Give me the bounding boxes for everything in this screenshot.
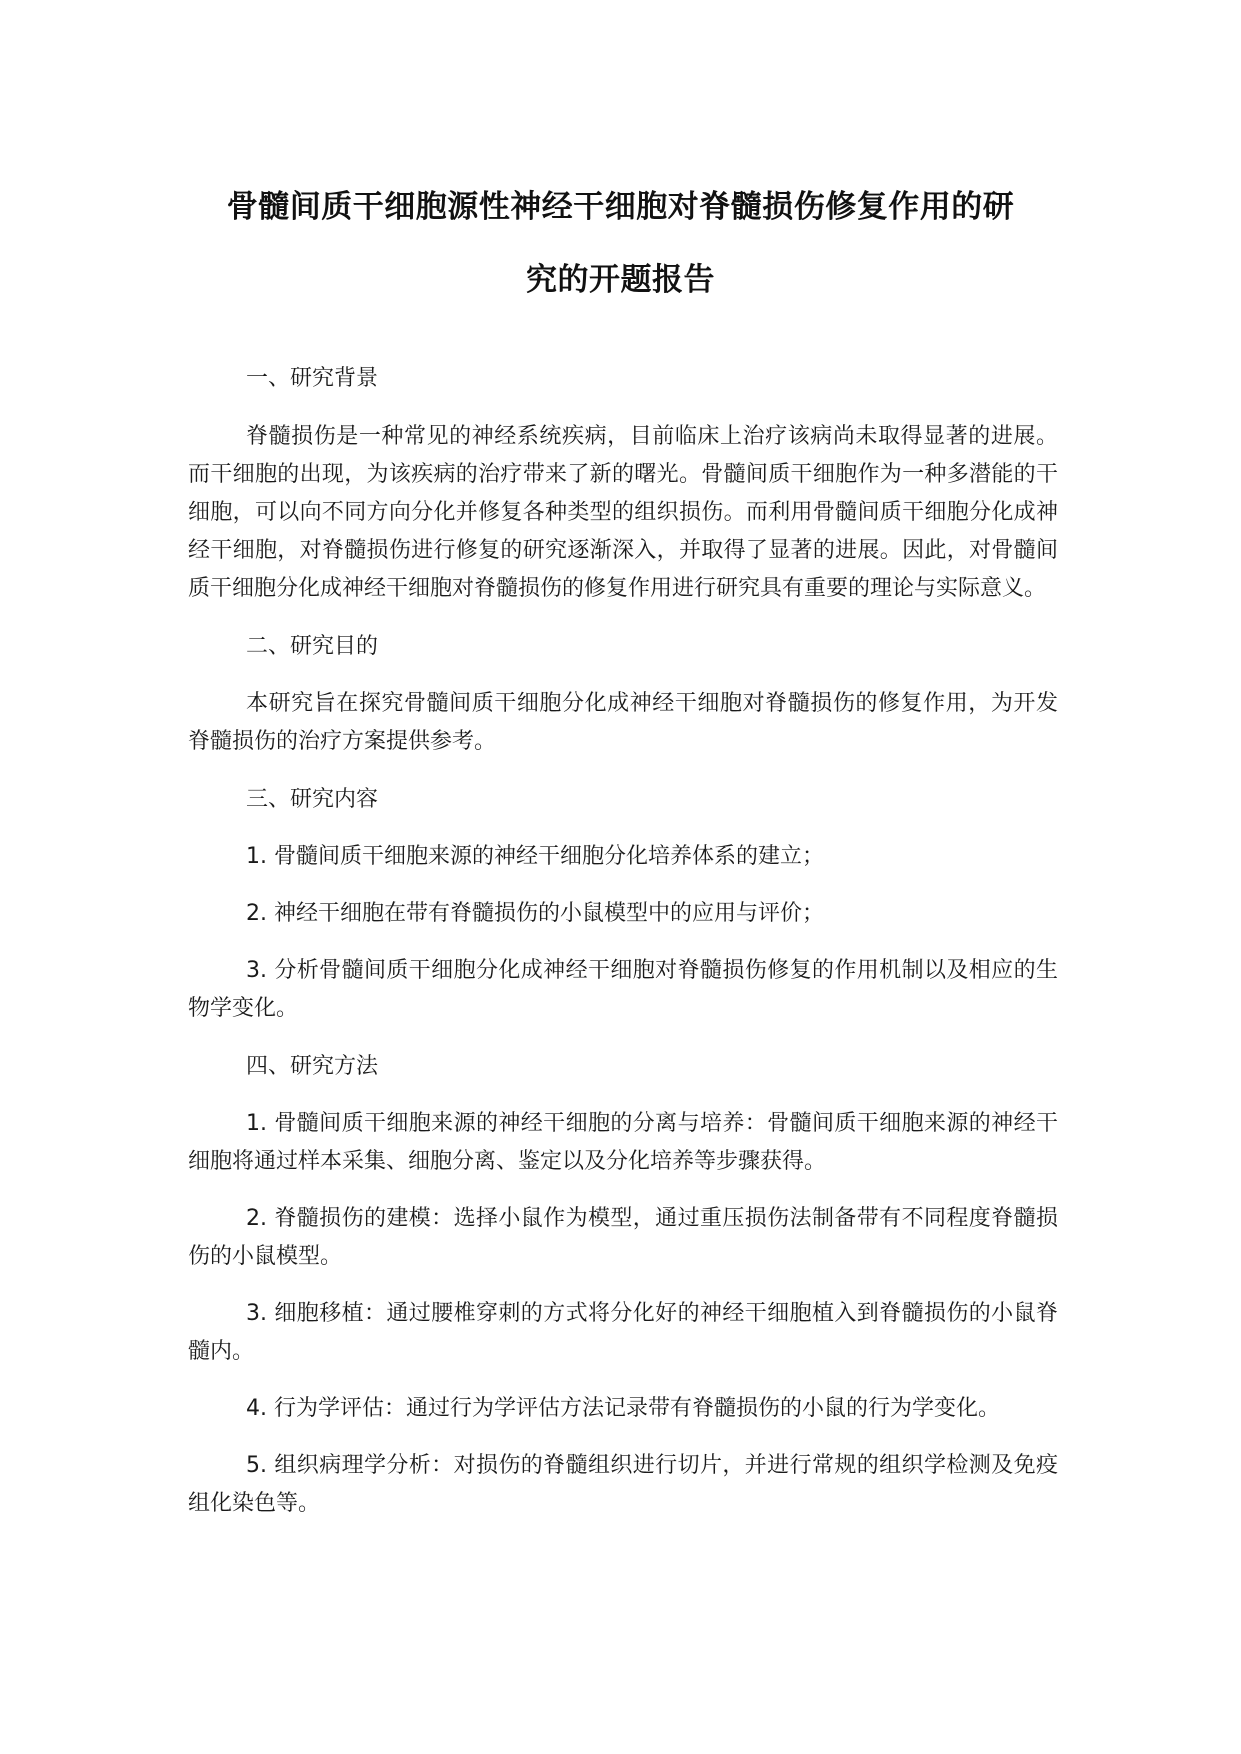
document-title-line-2: 究的开题报告 bbox=[526, 262, 715, 298]
section-heading-methods: 四、研究方法 bbox=[246, 1054, 379, 1079]
list-item-content-1: 1. 骨髓间质干细胞来源的神经干细胞分化培养体系的建立； bbox=[246, 844, 824, 869]
list-item-method-3: 3. 细胞移植：通过腰椎穿刺的方式将分化好的神经干细胞植入到脊髓损伤的小鼠脊髓内。 bbox=[188, 1301, 1058, 1364]
list-item-content-2: 2. 神经干细胞在带有脊髓损伤的小鼠模型中的应用与评价； bbox=[246, 901, 824, 926]
section-heading-background: 一、研究背景 bbox=[246, 366, 379, 391]
list-item-method-1: 1. 骨髓间质干细胞来源的神经干细胞的分离与培养：骨髓间质干细胞来源的神经干细胞将通过样本采集、细胞分离、鉴定以及分化培养等步骤获得。 bbox=[188, 1111, 1058, 1174]
paragraph-background: 脊髓损伤是一种常见的神经系统疾病，目前临床上治疗该病尚未取得显著的进展。而干细胞的出现，为该疾病的治疗带来了新的曙光。骨髓间质干细胞作为一种多潜能的干细胞，可以向不同方向分化并修复各种类型的组织损伤。而利用骨髓间质干细胞分化成神经干细胞，对脊髓损伤进行修复的研究逐渐深入，并取得了显著的进展。因此，对骨髓间质干细胞分化成神经干细胞对脊髓损伤的修复作用进行研究具有重要的理论与实际意义。 bbox=[188, 424, 1058, 601]
list-item-method-4: 4. 行为学评估：通过行为学评估方法记录带有脊髓损伤的小鼠的行为学变化。 bbox=[246, 1396, 1000, 1421]
document-body bbox=[188, 360, 1058, 1523]
list-item-method-2: 2. 脊髓损伤的建模：选择小鼠作为模型，通过重压损伤法制备带有不同程度脊髓损伤的小鼠模型。 bbox=[188, 1206, 1058, 1269]
document-title-line-1: 骨髓间质干细胞源性神经干细胞对脊髓损伤修复作用的研 bbox=[226, 189, 1015, 225]
list-item-content-3: 3. 分析骨髓间质干细胞分化成神经干细胞对脊髓损伤修复的作用机制以及相应的生物学变化。 bbox=[188, 958, 1058, 1021]
list-item-method-5: 5. 组织病理学分析：对损伤的脊髓组织进行切片，并进行常规的组织学检测及免疫组化染色等。 bbox=[188, 1453, 1058, 1516]
paragraph-purpose: 本研究旨在探究骨髓间质干细胞分化成神经干细胞对脊髓损伤的修复作用，为开发脊髓损伤的治疗方案提供参考。 bbox=[188, 691, 1058, 754]
section-heading-content: 三、研究内容 bbox=[246, 787, 379, 812]
section-heading-purpose: 二、研究目的 bbox=[246, 634, 379, 659]
